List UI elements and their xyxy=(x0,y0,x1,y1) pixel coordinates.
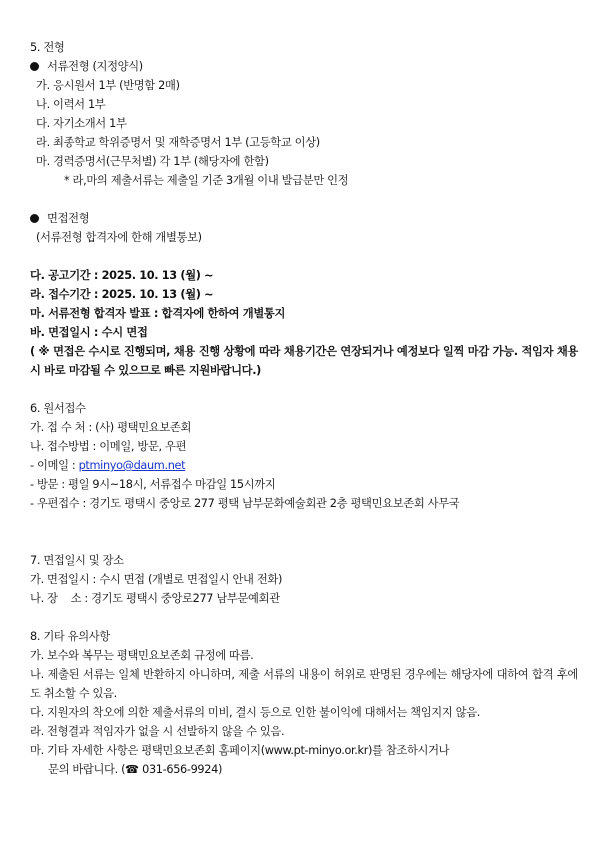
schedule-item: 바. 면접일시 : 수시 면접 xyxy=(30,326,148,339)
document-item: 가. 응시원서 1부 (반명함 2매) xyxy=(36,79,180,92)
section-6-heading: 6. 원서접수 xyxy=(30,402,86,415)
note-item: 라. 전형결과 적임자가 없을 시 선발하지 않을 수 있음. xyxy=(30,725,285,738)
section-5-heading: 5. 전형 xyxy=(30,41,65,54)
receipt-place: 가. 접 수 처 : (사) 평택민요보존회 xyxy=(30,421,192,434)
schedule-item: 다. 공고기간 : 2025. 10. 13 (월) ~ xyxy=(30,269,214,282)
schedule-note: ( ※ 면접은 수시로 진행되며, 채용 진행 상황에 따라 채용기간은 연장되거나 예정보다 일찍 마감 가능. 적임자 채용시 바로 마감될 수 있으므로 빠른 지원바랍니다.) xyxy=(30,345,578,377)
bullet-icon xyxy=(30,62,39,71)
note-item: 다. 지원자의 착오에 의한 제출서류의 미비, 결시 등으로 인한 불이익에 대해서는 책임지지 않음. xyxy=(30,706,481,719)
contact-line: 문의 바랍니다. (☎ 031-656-9924) xyxy=(48,763,223,776)
document-item: 나. 이력서 1부 xyxy=(36,98,106,111)
email-line: - 이메일 : ptminyo@daum.net xyxy=(30,459,186,472)
bullet-icon xyxy=(30,214,39,223)
schedule-item: 라. 접수기간 : 2025. 10. 13 (월) ~ xyxy=(30,288,214,301)
note-item: 가. 보수와 복무는 평택민요보존회 규정에 따름. xyxy=(30,649,254,662)
receipt-method: 나. 접수방법 : 이메일, 방문, 우편 xyxy=(30,440,187,453)
document-item: 다. 자기소개서 1부 xyxy=(36,117,127,130)
document-item: 라. 최종학교 학위증명서 및 재학증명서 1부 (고등학교 이상) xyxy=(36,136,320,149)
visit-line: - 방문 : 평일 9시~18시, 서류접수 마감일 15시까지 xyxy=(30,478,276,491)
interview-screening-title: 면접전형 xyxy=(30,209,578,228)
mail-line: - 우편접수 : 경기도 평택시 중앙로 277 평택 남부문화예술회관 2층 평택민요보존회 사무국 xyxy=(30,497,460,510)
document-item: 마. 경력증명서(근무처별) 각 1부 (해당자에 한함) xyxy=(36,155,269,168)
interview-place: 나. 장 소 : 경기도 평택시 중앙로277 남부문예회관 xyxy=(30,592,280,605)
email-link[interactable]: ptminyo@daum.net xyxy=(78,459,186,472)
document-screening-title: 서류전형 (지정양식) xyxy=(30,57,578,76)
section-7-heading: 7. 면접일시 및 장소 xyxy=(30,554,124,567)
recruitment-notice xyxy=(30,38,578,779)
section-8-heading: 8. 기타 유의사항 xyxy=(30,630,110,643)
note-item: 나. 제출된 서류는 일체 반환하지 아니하며, 제출 서류의 내용이 허위로 판명된 경우에는 해당자에 대하여 합격 후에도 취소할 수 있음. xyxy=(30,668,578,700)
document-note: * 라,마의 제출서류는 제출일 기준 3개월 이내 발급분만 인정 xyxy=(64,174,349,187)
note-item: 마. 기타 자세한 사항은 평택민요보존회 홈페이지(www.pt-minyo.or.kr)를 참조하시거나 xyxy=(30,744,450,757)
schedule-item: 마. 서류전형 합격자 발표 : 합격자에 한하여 개별통지 xyxy=(30,307,286,320)
interview-time: 가. 면접일시 : 수시 면접 (개별로 면접일시 안내 전화) xyxy=(30,573,282,586)
interview-note: (서류전형 합격자에 한해 개별통보) xyxy=(36,231,202,244)
